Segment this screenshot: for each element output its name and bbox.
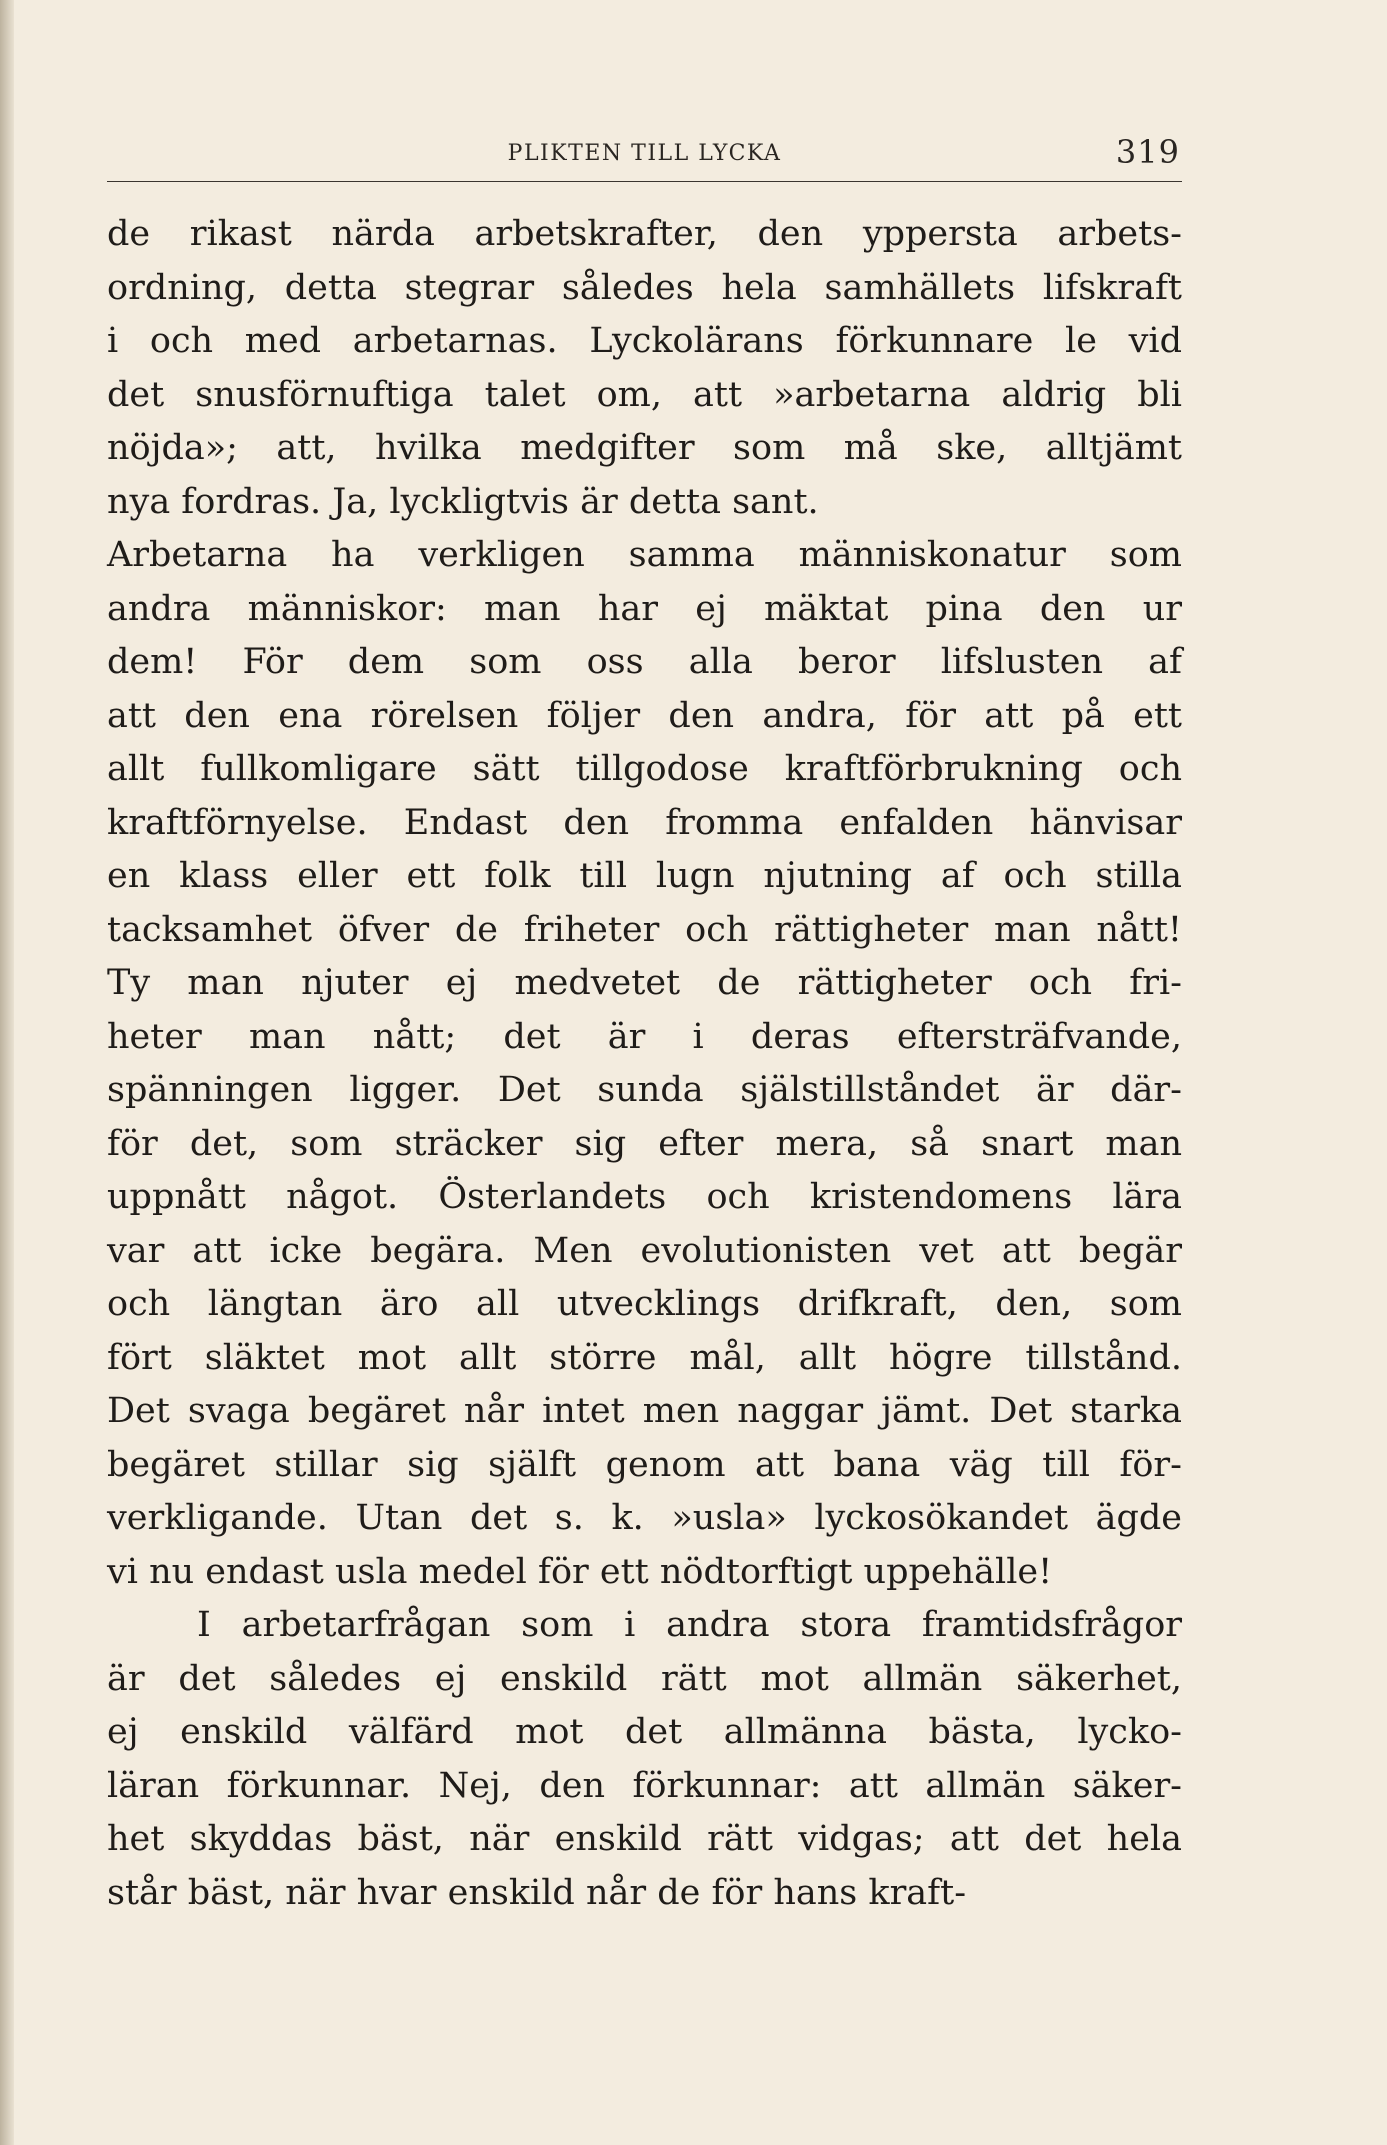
text-line: uppnått något. Österlandets och kristendomens lära (107, 1177, 1182, 1217)
text-line: heter man nått; det är i deras eftersträfvande, (107, 1016, 1182, 1057)
page-header (107, 133, 1182, 177)
text-line: en klass eller ett folk till lugn njutning af och stilla (107, 856, 1182, 896)
text-line: allt fullkomligare sätt tillgodose kraftförbrukning och (107, 749, 1182, 789)
running-title: PLIKTEN TILL LYCKA (507, 141, 782, 166)
text-line: det snusförnuftiga talet om, att »arbetarna aldrig bli (107, 374, 1182, 415)
text-line: och längtan äro all utvecklings drifkraft, den, som (107, 1284, 1182, 1324)
text-line: är det således ej enskild rätt mot allmän säkerhet, (107, 1658, 1182, 1699)
text-line: verkligande. Utan det s. k. »usla» lyckosökandet ägde (107, 1498, 1182, 1538)
text-line: Arbetarna ha verkligen samma människonatur som (107, 535, 1182, 575)
text-line: står bäst, när hvar enskild når de för hans kraft- (107, 1872, 967, 1913)
text-line: kraftförnyelse. Endast den fromma enfalden hänvisar (107, 802, 1182, 843)
text-line: fört släktet mot allt större mål, allt högre tillstånd. (107, 1337, 1182, 1378)
text-line: läran förkunnar. Nej, den förkunnar: att allmän säker- (107, 1765, 1182, 1806)
text-line: var att icke begära. Men evolutionisten vet att begär (107, 1230, 1182, 1271)
text-line: nya fordras. Ja, lyckligtvis är detta sant. (107, 481, 819, 522)
text-line: andra människor: man har ej mäktat pina den ur (107, 588, 1182, 629)
page-number: 319 (1115, 133, 1180, 171)
paragraph-start-line: I arbetarfrågan som i andra stora framtidsfrågor (197, 1605, 1182, 1645)
text-line: Det svaga begäret når intet men naggar jämt. Det starka (107, 1391, 1182, 1431)
text-line: i och med arbetarnas. Lyckolärans förkunnare le vid (107, 321, 1182, 361)
text-line: vi nu endast usla medel för ett nödtorftigt uppehälle! (107, 1551, 1053, 1592)
text-line: ordning, detta stegrar således hela samhällets lifskraft (107, 267, 1182, 308)
text-line: dem! För dem som oss alla beror lifslusten af (107, 642, 1182, 682)
text-line: att den ena rörelsen följer den andra, för att på ett (107, 695, 1182, 736)
text-line: ej enskild välfärd mot det allmänna bästa, lycko- (107, 1712, 1182, 1752)
body-text (107, 208, 1182, 1920)
text-line: spänningen ligger. Det sunda själstillståndet är där- (107, 1070, 1182, 1110)
text-line: de rikast närda arbetskrafter, den yppersta arbets- (107, 214, 1182, 254)
text-line: för det, som sträcker sig efter mera, så snart man (107, 1123, 1182, 1164)
text-line: Ty man njuter ej medvetet de rättigheter och fri- (107, 963, 1182, 1003)
text-line: begäret stillar sig själft genom att bana väg till för- (107, 1444, 1182, 1485)
header-rule (107, 181, 1182, 182)
text-line: nöjda»; att, hvilka medgifter som må ske, alltjämt (107, 428, 1182, 468)
page-binding-edge (0, 0, 14, 2145)
text-line: tacksamhet öfver de friheter och rättigheter man nått! (107, 909, 1182, 950)
text-line: het skyddas bäst, när enskild rätt vidgas; att det hela (107, 1819, 1182, 1859)
